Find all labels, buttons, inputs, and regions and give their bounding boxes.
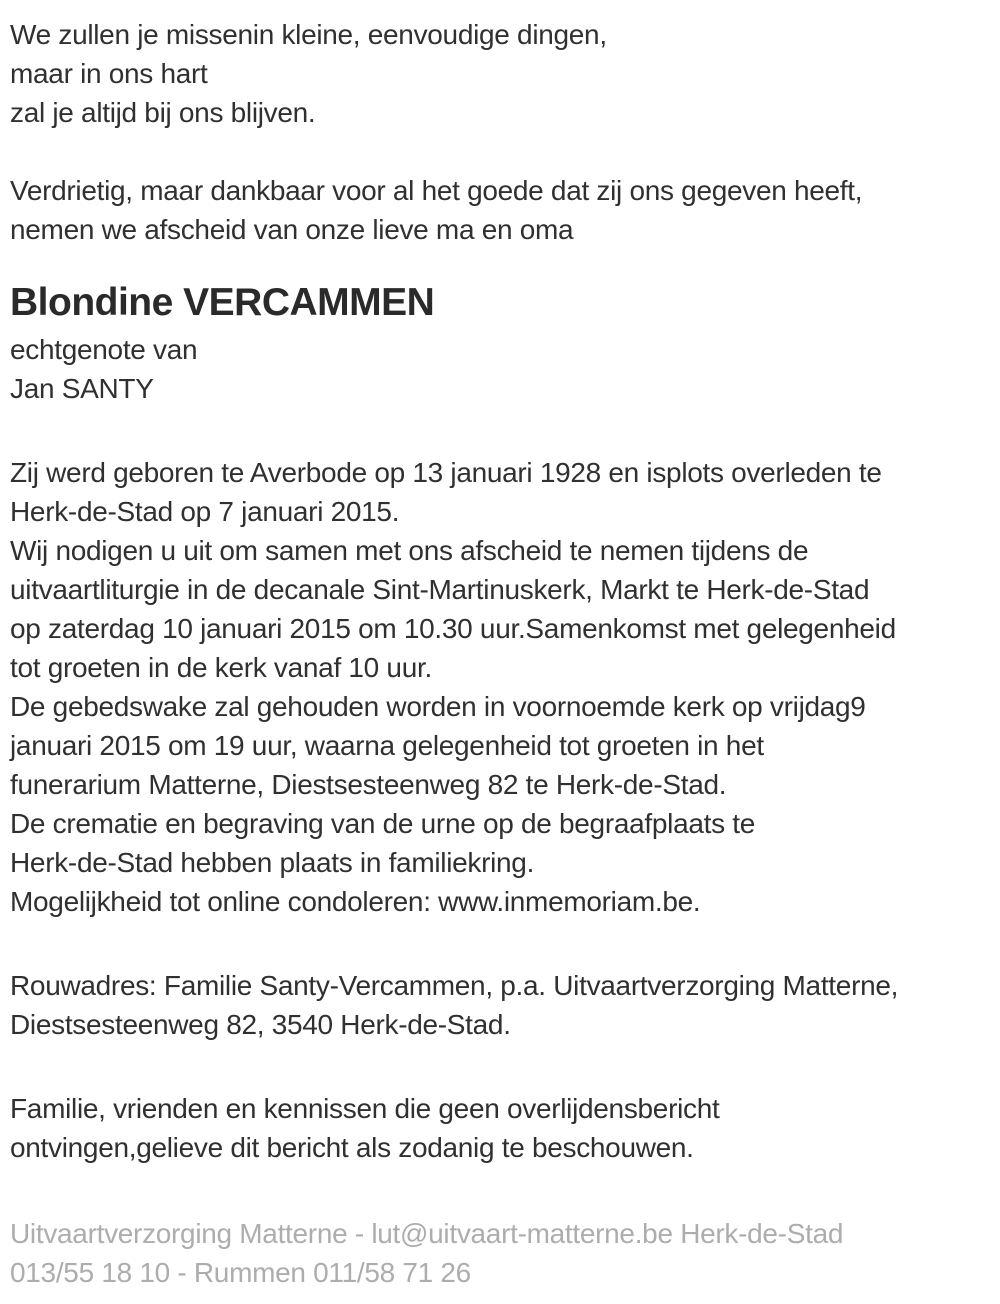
- announcement-line: Herk-de-Stad op 7 januari 2015.: [10, 496, 400, 527]
- announcement-line: Zij werd geboren te Averbode op 13 januari 1928 en isplots overleden te: [10, 457, 882, 488]
- announcement-line: De crematie en begraving van de urne op de begraafplaats te: [10, 808, 756, 839]
- verse-line: zal je altijd bij ons blijven.: [10, 97, 316, 128]
- intro-paragraph: [10, 171, 990, 249]
- announcement-paragraph: [10, 453, 990, 921]
- mourning-address-line: Diestsesteenweg 82, 3540 Herk-de-Stad.: [10, 1009, 511, 1040]
- deceased-name-heading: Blondine VERCAMMEN: [10, 281, 435, 324]
- announcement-line: De gebedswake zal gehouden worden in voornoemde kerk op vrijdag9: [10, 691, 866, 722]
- spouse-name-line: Jan SANTY: [10, 373, 154, 404]
- relation-paragraph: [10, 330, 990, 408]
- mourning-address-line: Rouwadres: Familie Santy-Vercammen, p.a. Uitvaartverzorging Matterne,: [10, 970, 899, 1001]
- notice-paragraph: [10, 1089, 990, 1167]
- opening-verse: [10, 15, 990, 132]
- undertaker-phone-line: 013/55 18 10 - Rummen 011/58 71 26: [10, 1257, 471, 1288]
- notice-line: ontvingen,gelieve dit bericht als zodanig te beschouwen.: [10, 1132, 694, 1163]
- mourning-address-paragraph: [10, 966, 990, 1044]
- announcement-line: januari 2015 om 19 uur, waarna gelegenheid tot groeten in het: [10, 730, 764, 761]
- undertaker-contact-line: Uitvaartverzorging Matterne - lut@uitvaart-matterne.be Herk-de-Stad: [10, 1218, 844, 1249]
- notice-line: Familie, vrienden en kennissen die geen overlijdensbericht: [10, 1093, 720, 1124]
- verse-line: maar in ons hart: [10, 58, 208, 89]
- announcement-line: op zaterdag 10 januari 2015 om 10.30 uur.Samenkomst met gelegenheid: [10, 613, 896, 644]
- relation-line: echtgenote van: [10, 334, 198, 365]
- announcement-line: Herk-de-Stad hebben plaats in familiekring.: [10, 847, 535, 878]
- intro-line: nemen we afscheid van onze lieve ma en oma: [10, 214, 574, 245]
- online-condolence-line: Mogelijkheid tot online condoleren: www.inmemoriam.be.: [10, 886, 701, 917]
- announcement-line: tot groeten in de kerk vanaf 10 uur.: [10, 652, 432, 683]
- undertaker-footer: [10, 1214, 990, 1292]
- announcement-line: funerarium Matterne, Diestsesteenweg 82 te Herk-de-Stad.: [10, 769, 727, 800]
- announcement-line: Wij nodigen u uit om samen met ons afscheid te nemen tijdens de: [10, 535, 809, 566]
- announcement-line: uitvaartliturgie in de decanale Sint-Martinuskerk, Markt te Herk-de-Stad: [10, 574, 870, 605]
- intro-line: Verdrietig, maar dankbaar voor al het goede dat zij ons gegeven heeft,: [10, 175, 863, 206]
- verse-line: We zullen je missenin kleine, eenvoudige dingen,: [10, 19, 607, 50]
